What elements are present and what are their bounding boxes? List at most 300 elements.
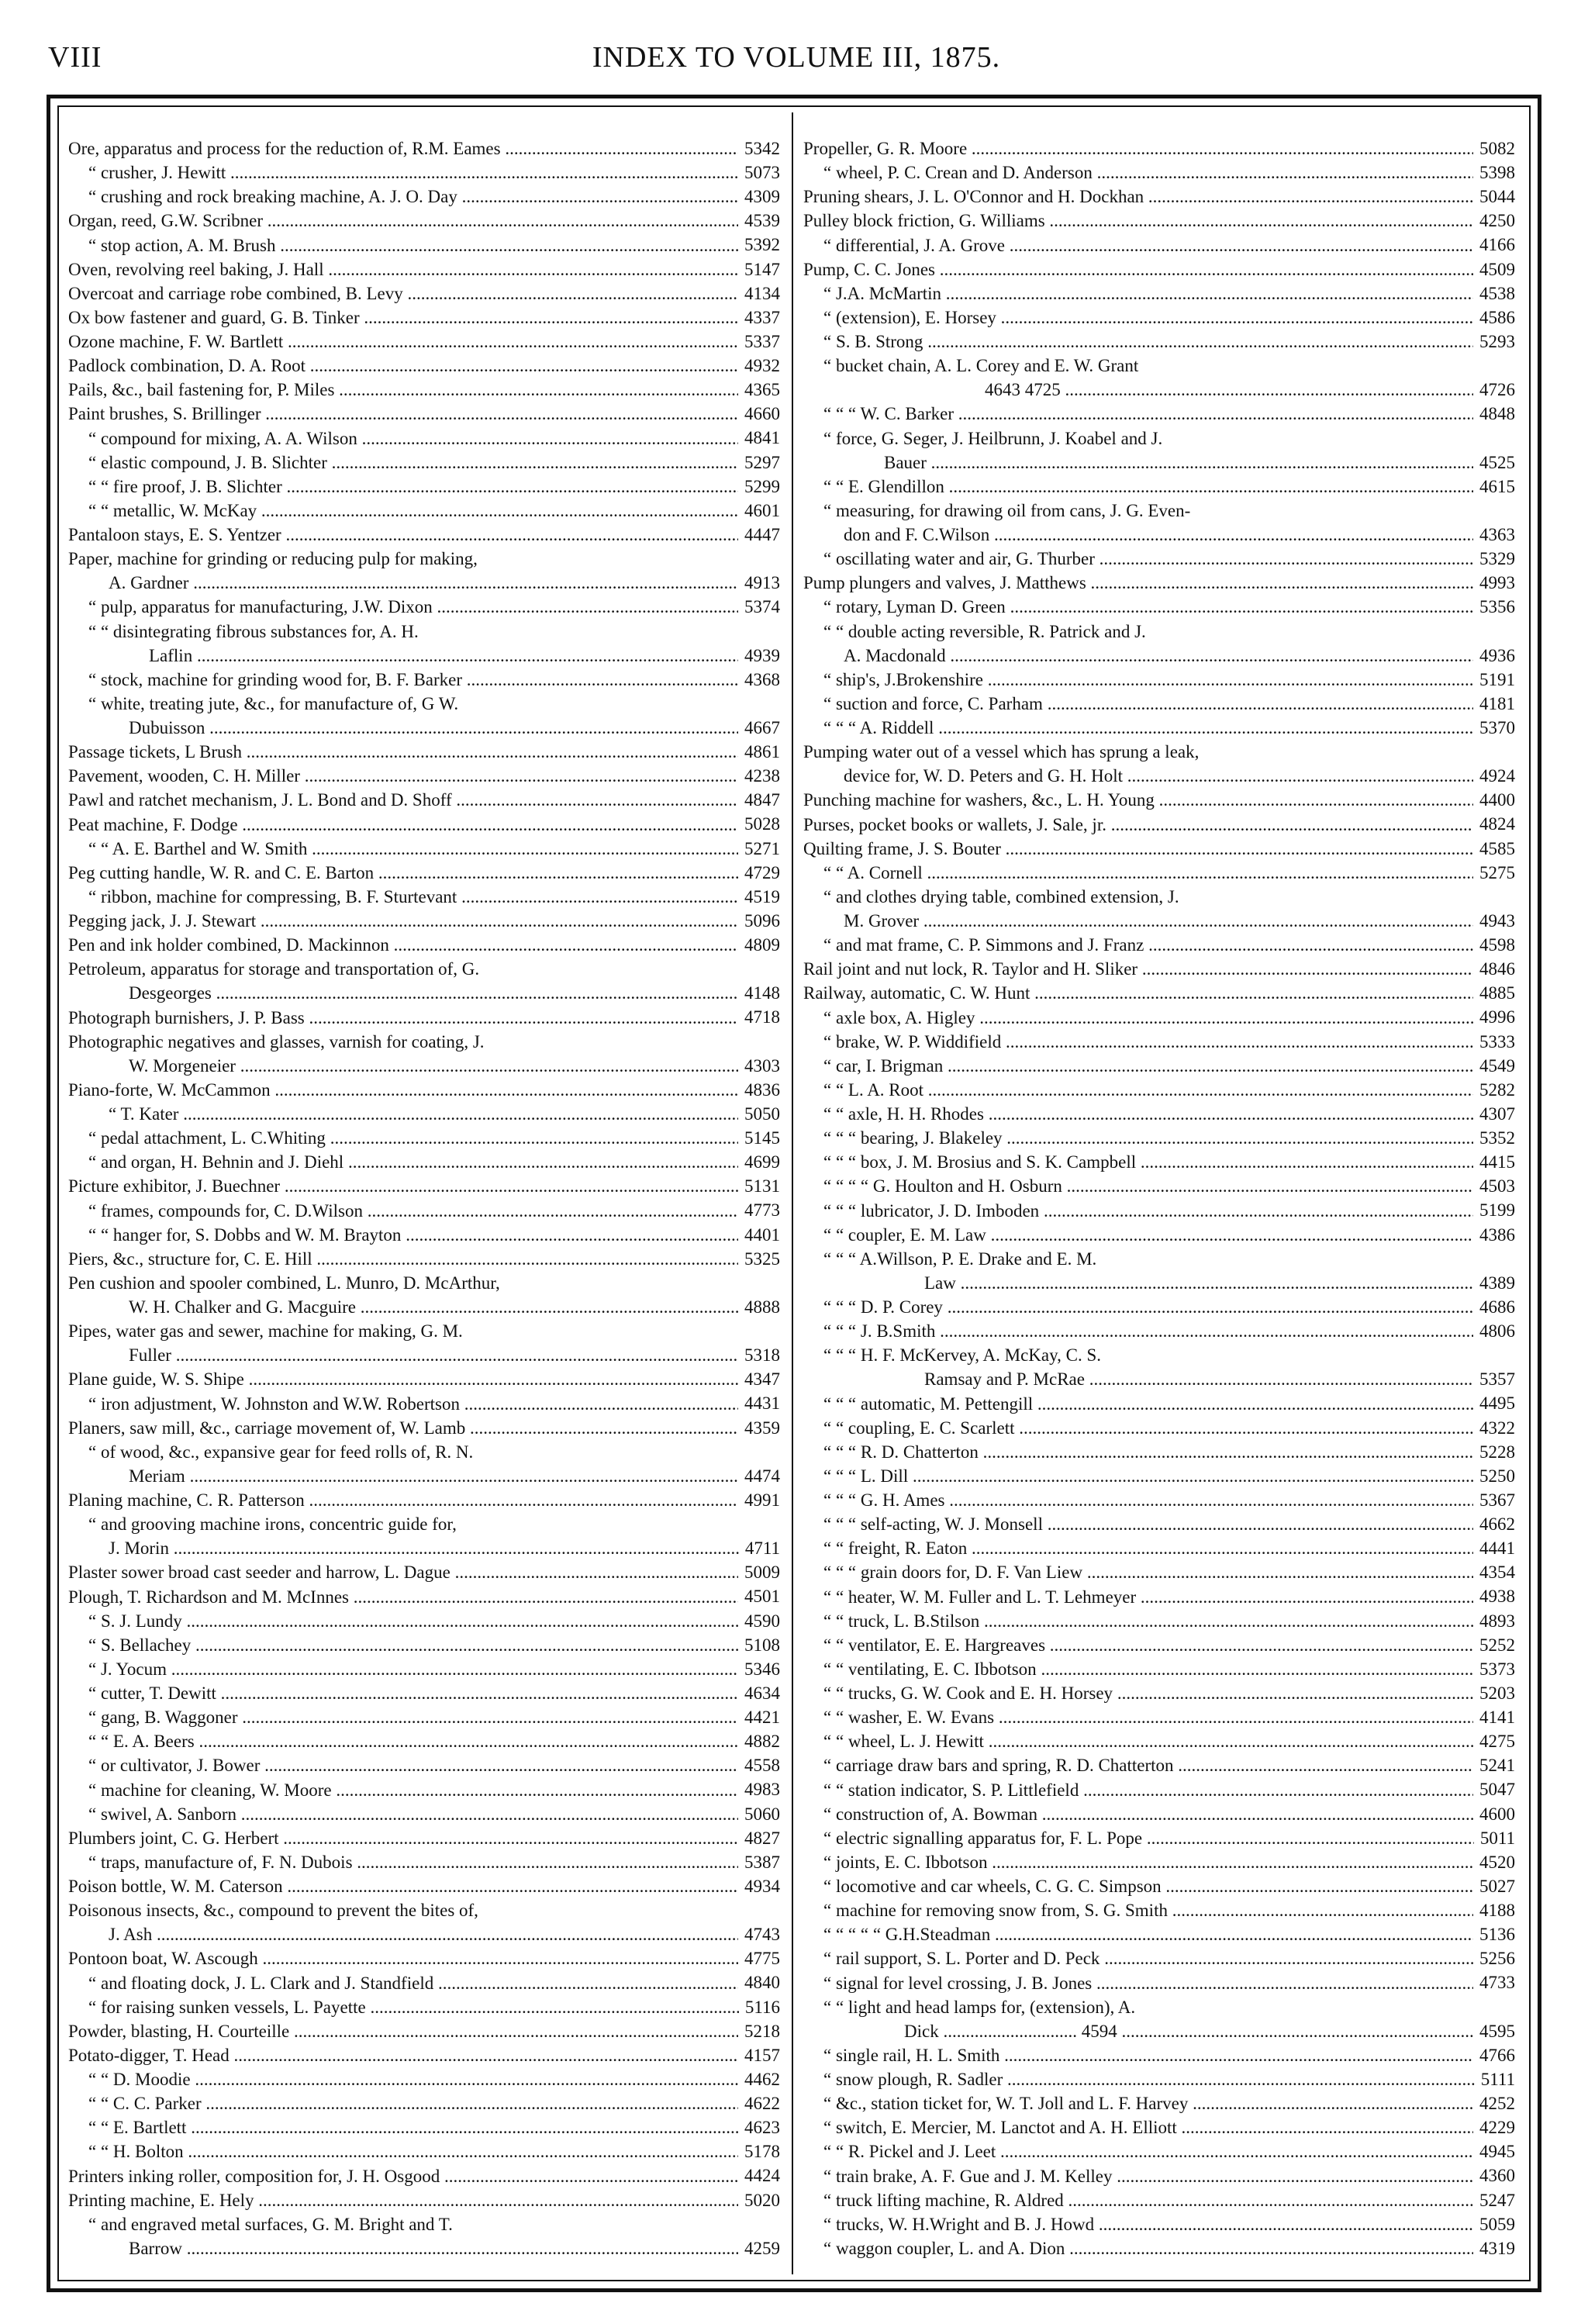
entry-text: Dick .............................. 4594 ..... <box>904 2019 1515 2043</box>
entry-text: “ wheel, P. C. Crean and D. Anderson ..... <box>823 161 1515 185</box>
index-entry <box>803 2115 1515 2139</box>
entry-text: “ “ E. A. Beers ..... <box>88 1729 780 1753</box>
index-entry <box>68 1681 780 1705</box>
entry-text: Potato-digger, T. Head ..... <box>68 2043 780 2067</box>
index-entry <box>803 692 1515 716</box>
entry-text: “ trucks, W. H.Wright and B. J. Howd ..... <box>823 2212 1515 2236</box>
entry-patent-number: 4893 <box>1473 1609 1515 1633</box>
index-entry <box>803 1560 1515 1584</box>
index-entry <box>803 354 1515 378</box>
entry-text: Ore, apparatus and process for the reduction of, R.M. Eames ..... <box>68 136 780 161</box>
index-entry <box>803 644 1515 668</box>
entry-patent-number: 4623 <box>738 2115 780 2139</box>
entry-patent-number: 4848 <box>1473 402 1515 426</box>
entry-text: Pulley block friction, G. Williams ..... <box>803 209 1515 233</box>
entry-text: “ frames, compounds for, C. D.Wilson ..... <box>88 1199 780 1223</box>
index-entry <box>68 1488 780 1512</box>
index-entry <box>68 281 780 306</box>
index-entry <box>803 595 1515 619</box>
index-entry <box>68 1753 780 1777</box>
entry-patent-number: 5247 <box>1473 2188 1515 2212</box>
entry-text: “ swivel, A. Sanborn ..... <box>88 1802 780 1826</box>
index-entry <box>803 620 1515 644</box>
entry-patent-number: 4882 <box>738 1729 780 1753</box>
index-entry <box>68 2188 780 2212</box>
index-entry <box>803 2236 1515 2260</box>
entry-patent-number: 5318 <box>738 1343 780 1367</box>
index-entry <box>803 1512 1515 1536</box>
entry-patent-number: 5329 <box>1473 547 1515 571</box>
index-entry <box>803 1753 1515 1777</box>
entry-text: “ stop action, A. M. Brush ..... <box>88 233 780 257</box>
entry-patent-number: 4590 <box>738 1609 780 1633</box>
entry-text: “ rail support, S. L. Porter and D. Peck ..... <box>823 1946 1515 1970</box>
entry-text: A. Gardner ..... <box>109 571 780 595</box>
entry-patent-number: 5009 <box>738 1560 780 1584</box>
entry-patent-number: 5250 <box>1473 1464 1515 1488</box>
index-entry <box>68 1416 780 1440</box>
entry-patent-number: 4775 <box>738 1946 780 1970</box>
entry-patent-number: 5387 <box>738 1850 780 1874</box>
entry-text: Overcoat and carriage robe combined, B. Levy ..... <box>68 281 780 306</box>
index-entry <box>803 2212 1515 2236</box>
entry-patent-number: 4686 <box>1473 1295 1515 1319</box>
entry-patent-number: 5116 <box>739 1995 780 2019</box>
index-entry <box>68 1922 780 1946</box>
index-entry <box>803 1802 1515 1826</box>
entry-patent-number: 4229 <box>1473 2115 1515 2139</box>
index-entry <box>803 1102 1515 1126</box>
entry-text: “ single rail, H. L. Smith ..... <box>823 2043 1515 2067</box>
index-entry <box>803 475 1515 499</box>
index-entry <box>803 1054 1515 1078</box>
index-entry <box>803 499 1515 523</box>
entry-text: “ switch, E. Mercier, M. Lanctot and A. H. Elliott ..... <box>823 2115 1515 2139</box>
entry-text: M. Grover ..... <box>844 909 1515 933</box>
entry-patent-number: 4913 <box>738 571 780 595</box>
index-entry <box>68 1247 780 1271</box>
entry-text: “ measuring, for drawing oil from cans, J. G. Even- <box>823 500 1191 520</box>
entry-text: “ and clothes drying table, combined extension, J. <box>823 886 1179 906</box>
entry-patent-number: 4991 <box>738 1488 780 1512</box>
entry-text: “ S. B. Strong ..... <box>823 330 1515 354</box>
index-entry <box>68 426 780 451</box>
entry-text: Oven, revolving reel baking, J. Hall ..... <box>68 257 780 281</box>
index-entry <box>803 1223 1515 1247</box>
entry-patent-number: 4936 <box>1473 644 1515 668</box>
entry-text: “ brake, W. P. Widdifield ..... <box>823 1030 1515 1054</box>
entry-text: “ waggon coupler, L. and A. Dion ..... <box>823 2236 1515 2260</box>
entry-text: “ “ station indicator, S. P. Littlefield ..... <box>823 1778 1515 1802</box>
index-entry <box>68 740 780 764</box>
entry-text: “ electric signalling apparatus for, F. L. Pope ..... <box>823 1826 1515 1850</box>
entry-text: W. Morgeneier ..... <box>129 1054 780 1078</box>
entry-patent-number: 4157 <box>738 2043 780 2067</box>
entry-patent-number: 4474 <box>738 1464 780 1488</box>
entry-patent-number: 5299 <box>738 475 780 499</box>
index-entry <box>68 668 780 692</box>
index-entry <box>803 1946 1515 1970</box>
index-entry <box>803 909 1515 933</box>
entry-text: Pavement, wooden, C. H. Miller ..... <box>68 764 780 788</box>
index-entry <box>68 209 780 233</box>
index-entry <box>803 233 1515 257</box>
index-entry <box>68 2236 780 2260</box>
entry-text: “ train brake, A. F. Gue and J. M. Kelley ..... <box>823 2164 1515 2188</box>
index-entry <box>68 1102 780 1126</box>
entry-text: Rail joint and nut lock, R. Taylor and H. Sliker ..... <box>803 957 1515 981</box>
entry-text: “ “ “ grain doors for, D. F. Van Liew ..... <box>823 1560 1515 1584</box>
entry-text: “ “ “ G. H. Ames ..... <box>823 1488 1515 1512</box>
index-entry <box>68 233 780 257</box>
index-entry <box>68 2115 780 2139</box>
entry-patent-number: 5131 <box>738 1174 780 1198</box>
entry-text: Planers, saw mill, &c., carriage movement of, W. Lamb ..... <box>68 1416 780 1440</box>
entry-text: “ T. Kater ..... <box>109 1102 780 1126</box>
index-entry <box>803 1922 1515 1946</box>
entry-patent-number: 4824 <box>1473 813 1515 837</box>
index-entry <box>803 2043 1515 2067</box>
index-entry <box>68 402 780 426</box>
entry-patent-number: 4181 <box>1473 692 1515 716</box>
entry-text: “ white, treating jute, &c., for manufacture of, G W. <box>88 693 459 713</box>
entry-patent-number: 4943 <box>1473 909 1515 933</box>
entry-text: “ and floating dock, J. L. Clark and J. Standfield ..... <box>88 1971 780 1995</box>
entry-text: Barrow ..... <box>129 2236 780 2260</box>
entry-patent-number: 5346 <box>738 1657 780 1681</box>
index-entry <box>68 1078 780 1102</box>
entry-patent-number: 4303 <box>738 1054 780 1078</box>
entry-text: Piers, &c., structure for, C. E. Hill ..... <box>68 1247 780 1271</box>
entry-text: Passage tickets, L Brush ..... <box>68 740 780 764</box>
index-entry <box>803 1271 1515 1295</box>
entry-patent-number: 5241 <box>1473 1753 1515 1777</box>
entry-text: Law ..... <box>924 1271 1515 1295</box>
entry-text: “ and organ, H. Behnin and J. Diehl ..... <box>88 1150 780 1174</box>
entry-text: Poisonous insects, &c., compound to prevent the bites of, <box>68 1901 478 1921</box>
entry-patent-number: 5203 <box>1473 1681 1515 1705</box>
entry-text: “ “ D. Moodie ..... <box>88 2067 780 2091</box>
entry-patent-number: 4939 <box>738 644 780 668</box>
entry-text: “ axle box, A. Higley ..... <box>823 1006 1515 1030</box>
index-entry <box>68 1705 780 1729</box>
entry-text: “ “ truck, L. B.Stilson ..... <box>823 1609 1515 1633</box>
entry-patent-number: 4501 <box>738 1585 780 1609</box>
entry-patent-number: 5027 <box>1473 1874 1515 1898</box>
entry-patent-number: 4431 <box>738 1392 780 1416</box>
index-entry <box>803 2188 1515 2212</box>
index-entry <box>803 813 1515 837</box>
entry-patent-number: 5199 <box>1473 1199 1515 1223</box>
entry-patent-number: 4441 <box>1473 1536 1515 1560</box>
index-entry <box>68 1295 780 1319</box>
entry-text: “ “ “ H. F. McKervey, A. McKay, C. S. <box>823 1345 1101 1366</box>
entry-patent-number: 5352 <box>1473 1126 1515 1150</box>
index-entry <box>803 161 1515 185</box>
entry-text: “ “ “ R. D. Chatterton ..... <box>823 1440 1515 1464</box>
index-entry <box>803 2091 1515 2115</box>
entry-patent-number: 4503 <box>1473 1174 1515 1198</box>
entry-text: “ “ “ “ “ G.H.Steadman ..... <box>823 1922 1515 1946</box>
entry-text: Pumping water out of a vessel which has sprung a leak, <box>803 742 1200 762</box>
entry-text: “ “ E. Glendillon ..... <box>823 475 1515 499</box>
entry-text: “ machine for cleaning, W. Moore ..... <box>88 1778 780 1802</box>
entry-patent-number: 4983 <box>738 1778 780 1802</box>
entry-text: “ traps, manufacture of, F. N. Dubois ..... <box>88 1850 780 1874</box>
entry-text: Pails, &c., bail fastening for, P. Miles ..... <box>68 378 780 402</box>
entry-text: “ oscillating water and air, G. Thurber ..... <box>823 547 1515 571</box>
index-entry <box>68 1946 780 1970</box>
index-entry <box>68 1971 780 1995</box>
index-entry <box>803 957 1515 981</box>
entry-patent-number: 4888 <box>738 1295 780 1319</box>
entry-patent-number: 5370 <box>1473 716 1515 740</box>
entry-text: “ “ “ L. Dill ..... <box>823 1464 1515 1488</box>
entry-patent-number: 4401 <box>738 1223 780 1247</box>
index-entry <box>803 1416 1515 1440</box>
entry-text: “ “ A. E. Barthel and W. Smith ..... <box>88 837 780 861</box>
entry-text: W. H. Chalker and G. Macguire ..... <box>129 1295 780 1319</box>
index-entry <box>803 1030 1515 1054</box>
index-entry <box>68 1150 780 1174</box>
entry-text: “ and engraved metal surfaces, G. M. Bright and T. <box>88 2214 453 2234</box>
entry-text: “ or cultivator, J. Bower ..... <box>88 1753 780 1777</box>
index-entry <box>68 1729 780 1753</box>
entry-text: Desgeorges ..... <box>129 981 780 1005</box>
entry-text: “ “ freight, R. Eaton ..... <box>823 1536 1515 1560</box>
entry-text: “ “ C. C. Parker ..... <box>88 2091 780 2115</box>
index-entry <box>68 475 780 499</box>
entry-text: Fuller ..... <box>129 1343 780 1367</box>
entry-text: “ ribbon, machine for compressing, B. F. Sturtevant ..... <box>88 885 780 909</box>
entry-text: “ “ double acting reversible, R. Patrick and J. <box>823 621 1146 641</box>
entry-text: “ “ “ self-acting, W. J. Monsell ..... <box>823 1512 1515 1536</box>
entry-text: Ox bow fastener and guard, G. B. Tinker ..... <box>68 306 780 330</box>
index-entry <box>68 1995 780 2019</box>
entry-text: Pump plungers and valves, J. Matthews ..... <box>803 571 1515 595</box>
index-entry <box>68 1199 780 1223</box>
entry-text: Pipes, water gas and sewer, machine for making, G. M. <box>68 1321 463 1342</box>
entry-text: Railway, automatic, C. W. Hunt ..... <box>803 981 1515 1005</box>
entry-patent-number: 4841 <box>738 426 780 451</box>
entry-patent-number: 5020 <box>738 2188 780 2212</box>
entry-patent-number: 4585 <box>1473 837 1515 861</box>
entry-text: Ozone machine, F. W. Bartlett ..... <box>68 330 780 354</box>
entry-patent-number: 4250 <box>1473 209 1515 233</box>
entry-patent-number: 5111 <box>1475 2067 1515 2091</box>
index-entry <box>803 1850 1515 1874</box>
index-entry <box>68 909 780 933</box>
entry-text: Plumbers joint, C. G. Herbert ..... <box>68 1826 780 1850</box>
index-entry <box>803 1126 1515 1150</box>
index-entry <box>68 547 780 571</box>
index-entry <box>68 837 780 861</box>
entry-patent-number: 4252 <box>1473 2091 1515 2115</box>
index-entry <box>68 1319 780 1343</box>
entry-patent-number: 4368 <box>738 668 780 692</box>
index-entry <box>803 281 1515 306</box>
entry-text: “ iron adjustment, W. Johnston and W.W. Robertson ..... <box>88 1392 780 1416</box>
index-entry <box>803 740 1515 764</box>
entry-text: “ “ “ A. Riddell ..... <box>823 716 1515 740</box>
entry-patent-number: 4718 <box>738 1006 780 1030</box>
entry-patent-number: 5011 <box>1474 1826 1515 1850</box>
entry-text: “ carriage draw bars and spring, R. D. Chatterton ..... <box>823 1753 1515 1777</box>
entry-text: Purses, pocket books or wallets, J. Sale, jr. ..... <box>803 813 1515 837</box>
index-entry <box>803 1874 1515 1898</box>
entry-text: “ differential, J. A. Grove ..... <box>823 233 1515 257</box>
entry-patent-number: 5293 <box>1473 330 1515 354</box>
entry-patent-number: 5271 <box>738 837 780 861</box>
index-entry <box>803 1488 1515 1512</box>
entry-patent-number: 4662 <box>1473 1512 1515 1536</box>
page-title: INDEX TO VOLUME III, 1875. <box>592 41 1001 74</box>
index-entry <box>68 2043 780 2067</box>
index-entry <box>68 1585 780 1609</box>
index-entry <box>803 1319 1515 1343</box>
entry-text: “ pulp, apparatus for manufacturing, J.W. Dixon ..... <box>88 595 780 619</box>
entry-text: “ “ A. Cornell ..... <box>823 861 1515 885</box>
entry-patent-number: 4595 <box>1473 2019 1515 2043</box>
index-entry <box>803 136 1515 161</box>
index-entry <box>68 1898 780 1922</box>
index-entry <box>803 1343 1515 1367</box>
entry-patent-number: 4359 <box>738 1416 780 1440</box>
index-entry <box>803 1295 1515 1319</box>
entry-text: device for, W. D. Peters and G. H. Holt ..... <box>844 764 1515 788</box>
index-entry <box>803 330 1515 354</box>
index-entry <box>803 1199 1515 1223</box>
index-entry <box>68 981 780 1005</box>
entry-text: Plaster sower broad cast seeder and harrow, L. Dague ..... <box>68 1560 780 1584</box>
index-entry <box>68 1030 780 1054</box>
entry-patent-number: 4188 <box>1473 1898 1515 1922</box>
entry-text: Pontoon boat, W. Ascough ..... <box>68 1946 780 1970</box>
entry-text: “ and mat frame, C. P. Simmons and J. Franz ..... <box>823 933 1515 957</box>
entry-text: “ “ light and head lamps for, (extension), A. <box>823 1997 1136 2017</box>
index-entry <box>68 1826 780 1850</box>
index-column-left <box>68 136 780 2260</box>
entry-text: Dubuisson ..... <box>129 716 780 740</box>
entry-patent-number: 5145 <box>738 1126 780 1150</box>
entry-text: Poison bottle, W. M. Caterson ..... <box>68 1874 780 1898</box>
entry-patent-number: 5178 <box>738 2139 780 2163</box>
index-entry <box>803 1392 1515 1416</box>
entry-text: “ car, I. Brigman ..... <box>823 1054 1515 1078</box>
entry-patent-number: 4322 <box>1473 1416 1515 1440</box>
entry-patent-number: 5059 <box>1473 2212 1515 2236</box>
index-entry <box>803 1006 1515 1030</box>
entry-patent-number: 5398 <box>1473 161 1515 185</box>
index-entry <box>68 644 780 668</box>
entry-patent-number: 4861 <box>738 740 780 764</box>
index-entry <box>68 1657 780 1681</box>
index-entry <box>68 378 780 402</box>
entry-text: Peg cutting handle, W. R. and C. E. Barton ..... <box>68 861 780 885</box>
entry-patent-number: 4660 <box>738 402 780 426</box>
entry-text: “ S. J. Lundy ..... <box>88 1609 780 1633</box>
index-entry <box>803 1729 1515 1753</box>
entry-patent-number: 5252 <box>1473 1633 1515 1657</box>
index-entry <box>803 378 1515 402</box>
entry-patent-number: 4806 <box>1473 1319 1515 1343</box>
index-entry <box>803 451 1515 475</box>
entry-text: Pruning shears, J. L. O'Connor and H. Dockhan ..... <box>803 185 1515 209</box>
entry-text: “ &c., station ticket for, W. T. Joll and L. F. Harvey ..... <box>823 2091 1515 2115</box>
index-entry <box>68 861 780 885</box>
index-entry <box>803 1995 1515 2019</box>
entry-text: J. Morin ..... <box>109 1536 780 1560</box>
entry-text: Quilting frame, J. S. Bouter ..... <box>803 837 1515 861</box>
entry-text: “ “ heater, W. M. Fuller and L. T. Lehmeyer ..... <box>823 1585 1515 1609</box>
entry-text: “ “ “ lubricator, J. D. Imboden ..... <box>823 1199 1515 1223</box>
index-entry <box>68 1609 780 1633</box>
entry-patent-number: 5373 <box>1473 1657 1515 1681</box>
entry-text: Picture exhibitor, J. Buechner ..... <box>68 1174 780 1198</box>
entry-patent-number: 4424 <box>738 2164 780 2188</box>
entry-text: “ “ washer, E. W. Evans ..... <box>823 1705 1515 1729</box>
index-entry <box>68 257 780 281</box>
entry-patent-number: 5356 <box>1473 595 1515 619</box>
index-entry <box>68 692 780 716</box>
entry-patent-number: 5367 <box>1473 1488 1515 1512</box>
entry-text: Punching machine for washers, &c., L. H. Young ..... <box>803 788 1515 812</box>
entry-patent-number: 5060 <box>738 1802 780 1826</box>
index-entry <box>68 451 780 475</box>
entry-patent-number: 4729 <box>738 861 780 885</box>
entry-patent-number: 5357 <box>1473 1367 1515 1391</box>
entry-text: Laflin ..... <box>149 644 780 668</box>
index-entry <box>803 764 1515 788</box>
index-entry <box>68 1464 780 1488</box>
index-entry <box>68 1536 780 1560</box>
index-entry <box>68 330 780 354</box>
entry-patent-number: 4827 <box>738 1826 780 1850</box>
index-entry <box>803 1778 1515 1802</box>
entry-text: Plough, T. Richardson and M. McInnes ..... <box>68 1585 780 1609</box>
entry-text: Pegging jack, J. J. Stewart ..... <box>68 909 780 933</box>
entry-text: Photograph burnishers, J. P. Bass ..... <box>68 1006 780 1030</box>
entry-patent-number: 4259 <box>738 2236 780 2260</box>
entry-patent-number: 5096 <box>738 909 780 933</box>
entry-text: “ joints, E. C. Ibbotson ..... <box>823 1850 1515 1874</box>
entry-text: “ “ “ A.Willson, P. E. Drake and E. M. <box>823 1248 1097 1269</box>
entry-patent-number: 4615 <box>1473 475 1515 499</box>
entry-text: Padlock combination, D. A. Root ..... <box>68 354 780 378</box>
entry-patent-number: 4766 <box>1473 2043 1515 2067</box>
index-entry <box>68 1802 780 1826</box>
entry-patent-number: 5374 <box>738 595 780 619</box>
index-entry <box>68 523 780 547</box>
index-entry <box>803 402 1515 426</box>
entry-patent-number: 4743 <box>738 1922 780 1946</box>
index-entry <box>68 1778 780 1802</box>
index-entry <box>68 1126 780 1150</box>
entry-text: “ “ trucks, G. W. Cook and E. H. Horsey ..... <box>823 1681 1515 1705</box>
entry-patent-number: 4360 <box>1473 2164 1515 2188</box>
entry-text: “ pedal attachment, L. C.Whiting ..... <box>88 1126 780 1150</box>
entry-patent-number: 4415 <box>1473 1150 1515 1174</box>
entry-text: “ locomotive and car wheels, C. G. C. Simpson ..... <box>823 1874 1515 1898</box>
index-entry <box>803 426 1515 451</box>
index-entry <box>803 1150 1515 1174</box>
entry-patent-number: 4726 <box>1473 378 1515 402</box>
entry-text: “ “ fire proof, J. B. Slichter ..... <box>88 475 780 499</box>
index-entry <box>68 595 780 619</box>
entry-text: “ of wood, &c., expansive gear for feed rolls of, R. N. <box>88 1442 474 1462</box>
index-entry <box>68 1174 780 1198</box>
entry-patent-number: 4319 <box>1473 2236 1515 2260</box>
